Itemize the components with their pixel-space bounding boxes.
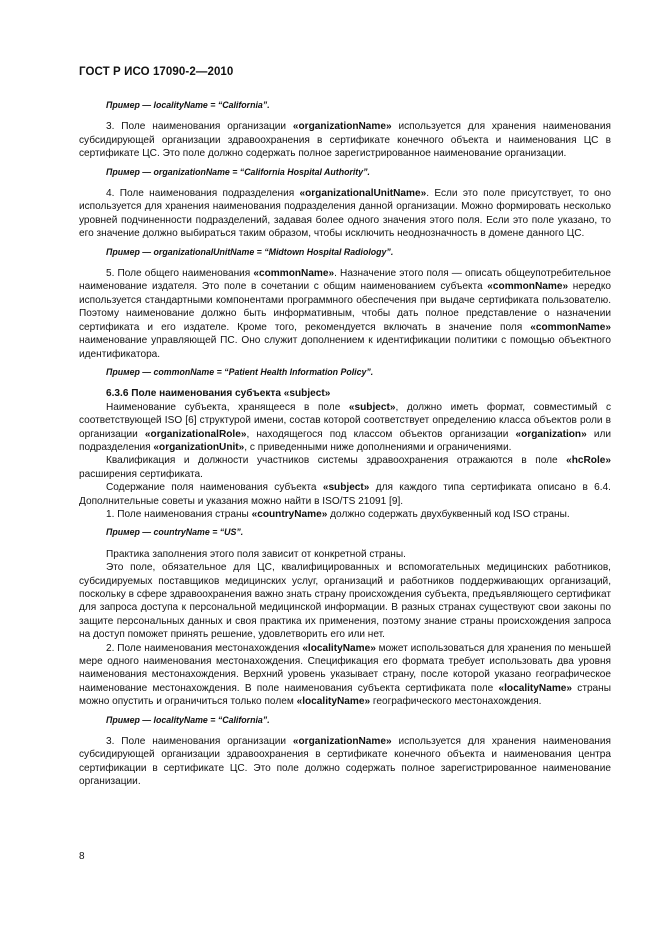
document-body [79,94,611,789]
paragraph: Это поле, обязательное для ЦС, квалифицированных и вспомогательных медицинских работников, субсидируемых поставщиков медицинских услуг, организаций и работников поддерживающих организаций, поскольку в сфере здравоохранения важно знать страну происхождения субъекта, предъявляющего сертификат для запроса доступа к персональной медицинской информации. В разных странах существуют свои законы по защите персональных данных и своя практика их применения, поэтому знание страны происхождения запроса на доступ поможет принять решение, удовлетворить его или нет. [79,562,611,641]
example-line: Пример — localityName = “California”. [106,100,270,110]
example-line: Пример — commonName = “Patient Health Information Policy”. [106,366,374,377]
page-number: 8 [79,851,85,862]
example-line: Пример — countryName = “US”. [106,527,244,538]
paragraph: 3. Поле наименования организации «organizationName» используется для хранения наименования субсидирующей организации здравоохранения в сертификате конечного объекта и наименования центра сертификации в сертификате ЦС. Это поле должно содержать полное зарегистрированное наименование организации. [79,736,611,788]
paragraph: 5. Поле общего наименования «commonName». Назначение этого поля — описать общеупотребительное наименование издателя. Это поле в сочетании с общим наименованием субъекта «commonName» нередко используется стандартными компонентами программного обеспечения при выдаче сертификата пользователю. Поэтому наименование должно быть информативным, чтобы дать полное представление о назначении сертификата и его издателе. Кроме того, рекомендуется включать в значение поля «commonName» наименование управляющей ПС. Оно служит дополнением к идентификации политики с помощью объектного идентификатора. [79,268,611,360]
paragraph: 4. Поле наименования подразделения «organizationalUnitName». Если это поле присутствует, то оно используется для хранения наименования подразделения данной организации. Можно формировать несколько уровней подчиненности подразделений, задавая более одного значения этого поля. Если это поле указано, то его значение должно выбираться таким образом, чтобы исключить неоднозначность в домене данного ЦС. [79,188,611,240]
paragraph: Наименование субъекта, хранящееся в поле «subject», должно иметь формат, совместимый с соответствующей ISO [6] структурой имени, состав которой соответствует определению класса объектов роли в организации «organizationalRole», находящегося под классом объектов организации «organization» или подразделения «organizationUnit», с приведенными ниже дополнениями и ограничениями. [79,401,611,453]
paragraph: 1. Поле наименования страны «countryName» должно содержать двухбуквенный код ISO страны. [106,508,570,520]
example-line: Пример — organizationName = “California Hospital Authority”. [106,166,370,177]
paragraph: Содержание поля наименования субъекта «subject» для каждого типа сертификата описано в 6.4. Дополнительные советы и указания можно найти в ISO/TS 21091 [9]. [79,482,611,507]
paragraph: Практика заполнения этого поля зависит от конкретной страны. [106,548,406,560]
document-header: ГОСТ Р ИСО 17090-2—2010 [79,66,234,78]
section-heading: 6.3.6 Поле наименования субъекта «subject» [106,388,331,400]
paragraph: Квалификация и должности участников системы здравоохранения отражаются в поле «hcRole» расширения сертификата. [79,455,611,480]
example-line: Пример — localityName = “California”. [106,714,270,725]
paragraph: 3. Поле наименования организации «organizationName» используется для хранения наименования субсидирующей организации здравоохранения в сертификате конечного объекта и наименования ЦС в сертификате ЦС. Это поле должно содержать полное зарегистрированное наименование организации. [79,121,611,160]
example-line: Пример — organizationalUnitName = “Midtown Hospital Radiology”. [106,246,394,257]
paragraph: 2. Поле наименования местонахождения «localityName» может использоваться для хранения по меньшей мере одного наименования местонахождения. Спецификация его формата требует использовать два уровня наименования местонахождения. Верхний уровень указывает страну, после которой указано географическое наименование местонахождения. В поле наименования субъекта сертификата поле «localityName» страны можно опустить и ограничиться только полем «localityName» географического местонахождения. [79,642,612,708]
